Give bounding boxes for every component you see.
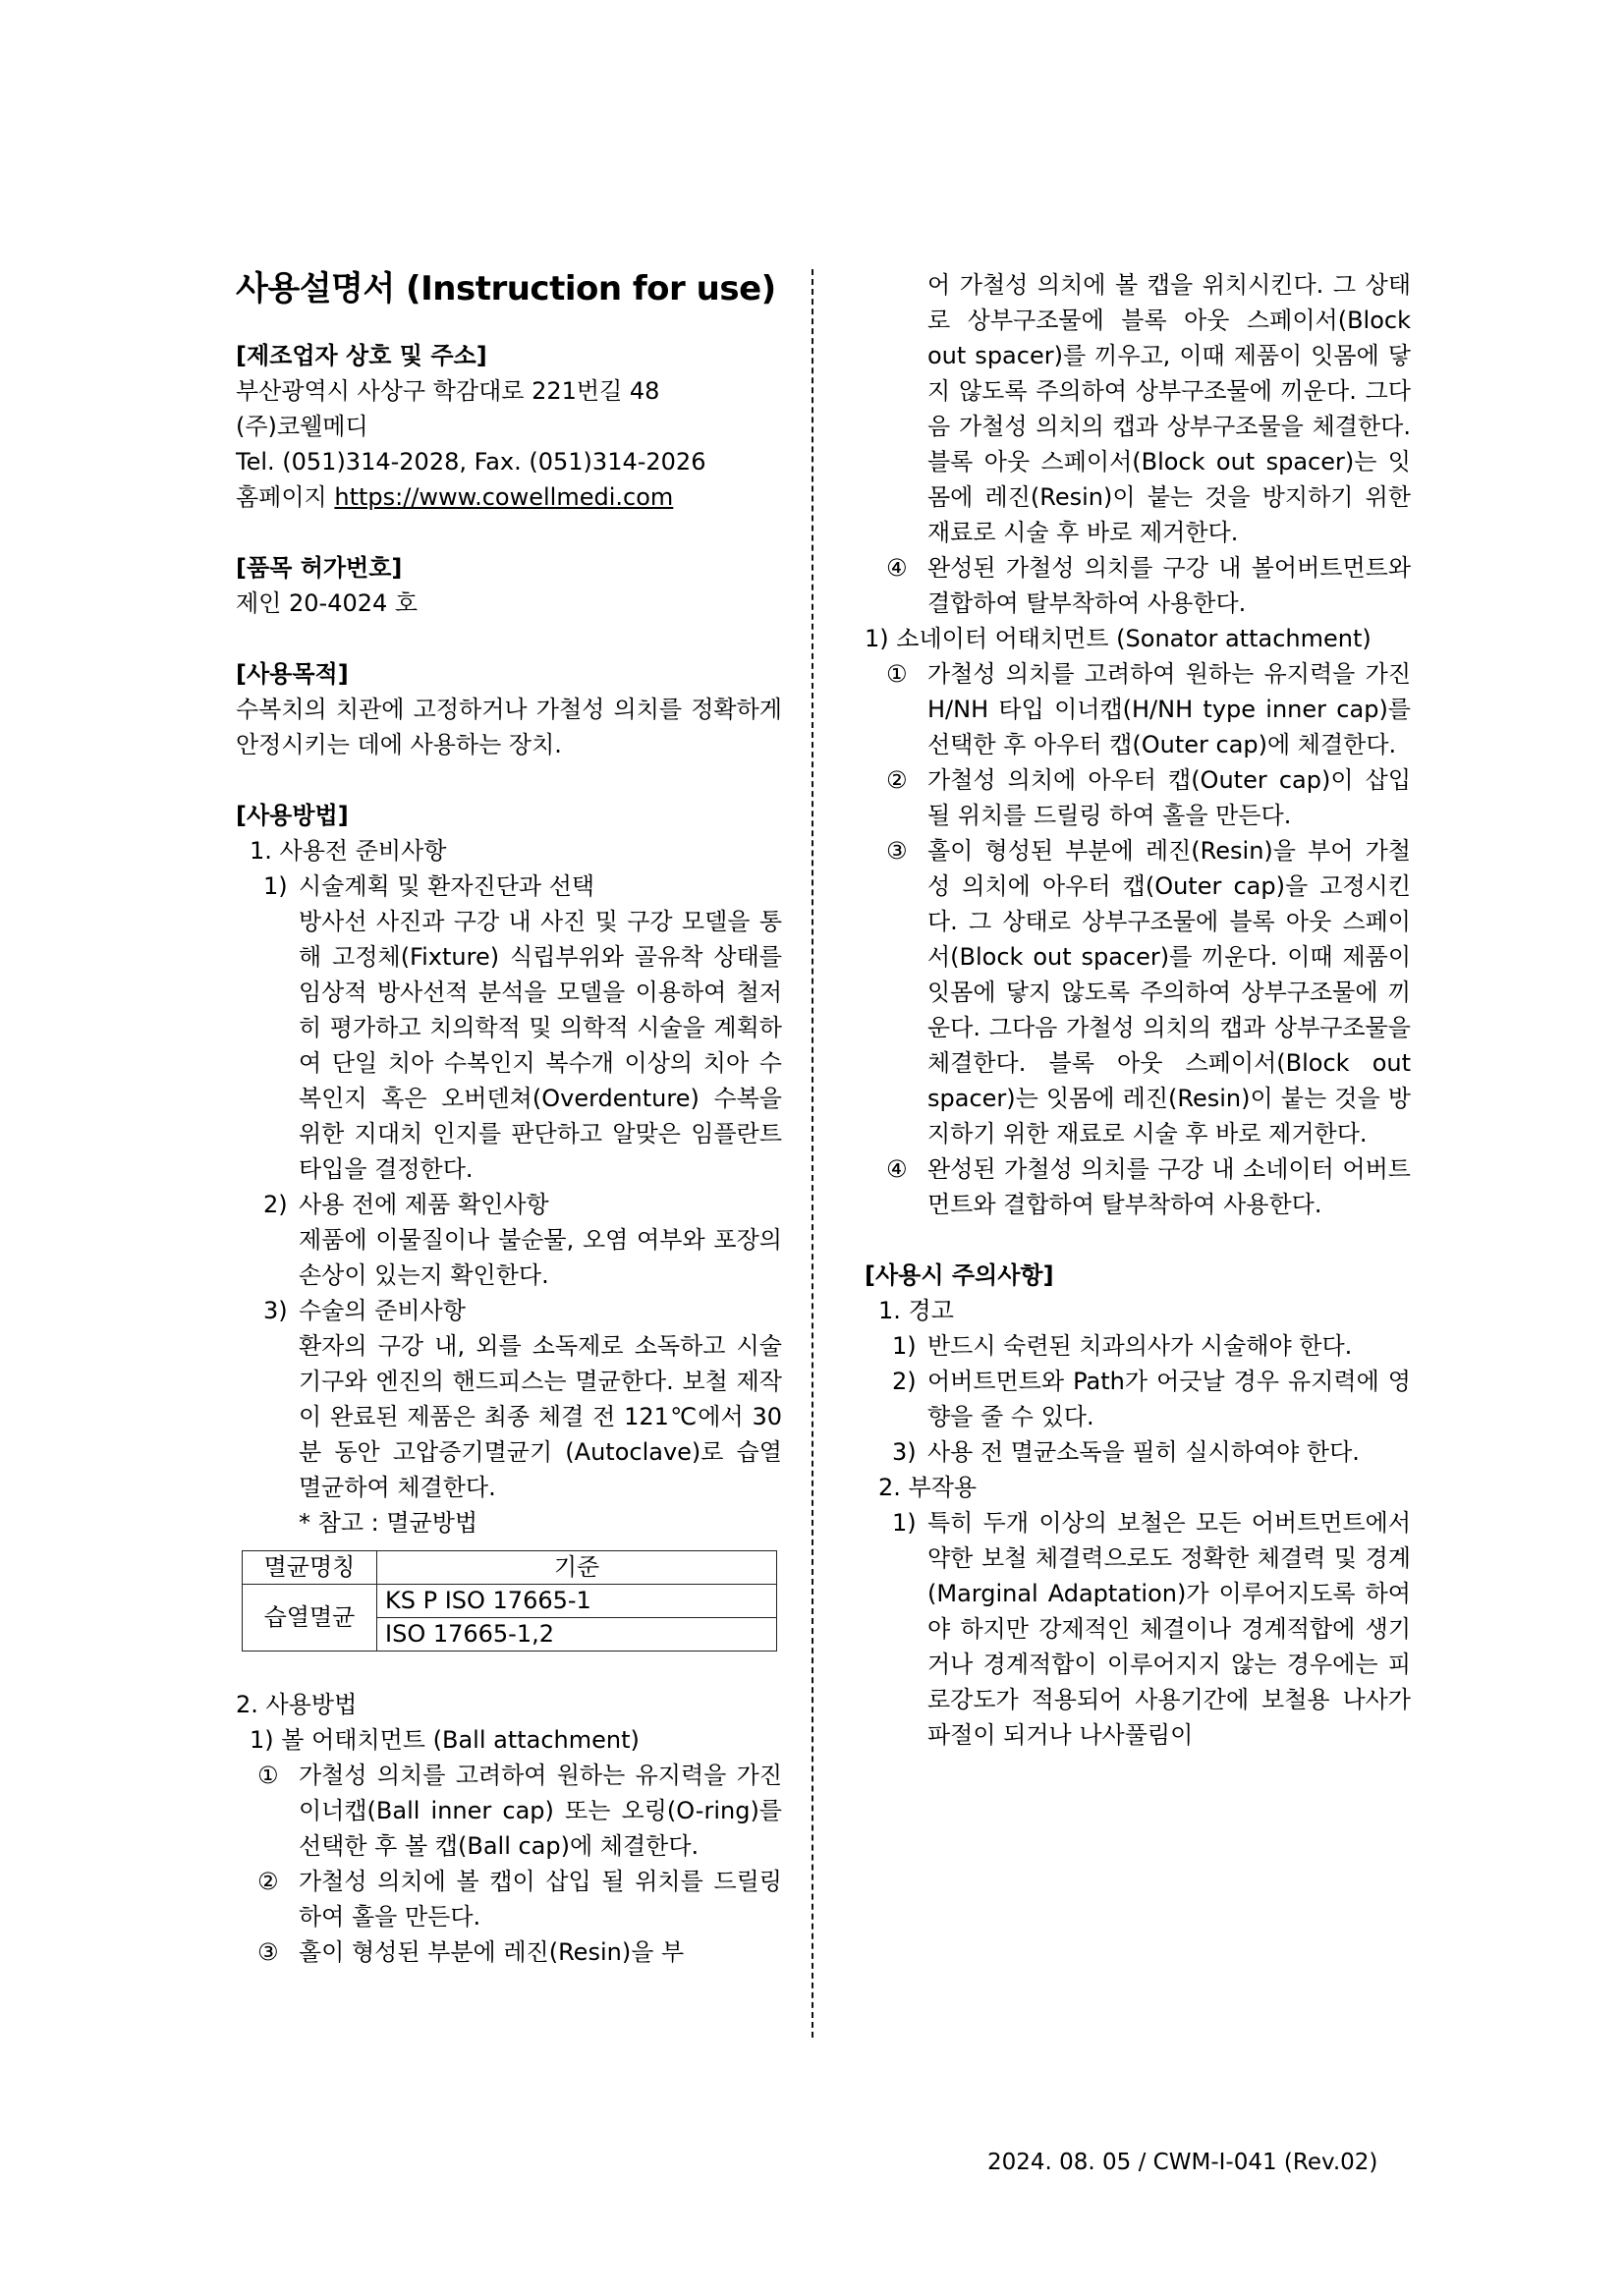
table-cell-standard-2: ISO 17665-1,2 [377, 1618, 777, 1652]
prep-item-1-body: 방사선 사진과 구강 내 사진 및 구강 모델을 통해 고정체(Fixture) 식립부위와 골유착 상태를 임상적 방사선적 분석을 모델을 이용하여 철저히 평가하고 치의학적 및 의학적 시술을 계획하여 단일 치아 수복인지 복수개 이상의 치아 수복인지 혹은 오버덴쳐(Overdenture) 수복을 위한 지대치 인지를 판단하고 알맞은 임플란트 타입을 결정한다. [299, 908, 782, 1183]
sterilization-table [242, 1550, 777, 1652]
right-column [865, 267, 1411, 1753]
sonator-step-1: ① 가철성 의치를 고려하여 원하는 유지력을 가진 H/NH 타입 이너캡(H/NH type inner cap)를 선택한 후 아우터 캡(Outer cap)에 체결한다. [886, 660, 1411, 758]
warning-label: 1. 경고 [878, 1297, 954, 1324]
table-cell-standard-1: KS P ISO 17665-1 [377, 1585, 777, 1618]
left-column [236, 267, 782, 1970]
manufacturer-heading: [제조업자 상호 및 주소] [236, 342, 487, 369]
usage-heading: [사용방법] [236, 802, 349, 829]
method-label: 2. 사용방법 [236, 1691, 358, 1718]
purpose-text: 수복치의 치관에 고정하거나 가철성 의치를 정확하게 안정시키는 데에 사용하는 장치. [236, 696, 782, 758]
homepage-line [236, 479, 782, 515]
warning-item-2: 2) 어버트먼트와 Path가 어긋날 경우 유지력에 영향을 줄 수 있다. [892, 1368, 1411, 1430]
homepage-link[interactable]: https://www.cowellmedi.com [334, 483, 674, 511]
sterilization-note: * 참고 : 멸균방법 [299, 1509, 478, 1537]
prep-item-3: 3) 수술의 준비사항 [263, 1297, 466, 1324]
side-effect-item-1: 1) 특히 두개 이상의 보철은 모든 어버트먼트에서 약한 보철 체결력으로도 정확한 체결력 및 경계(Marginal Adaptation)가 이루어지도록 하여야 하지만 강제적인 체결이나 경계적합에 생기거나 경계적합이 이루어지지 않는 경우에는 피로강도가 적용되어 사용기간에 보철용 나사가 파절이 되거나 나사풀림이 [892, 1509, 1411, 1749]
side-effects-label: 2. 부작용 [878, 1474, 978, 1501]
prep-item-2-body: 제품에 이물질이나 불순물, 오염 여부와 포장의 손상이 있는지 확인한다. [299, 1226, 782, 1289]
purpose-heading: [사용목적] [236, 660, 349, 688]
manufacturer-contact: Tel. (051)314-2028, Fax. (051)314-2026 [236, 448, 706, 476]
permit-heading: [품목 허가번호] [236, 554, 403, 582]
prep-label: 1. 사용전 준비사항 [250, 837, 447, 865]
footer-doc-id: 2024. 08. 05 / CWM-I-041 (Rev.02) [987, 2150, 1378, 2175]
manufacturer-company: (주)코웰메디 [236, 413, 368, 440]
ball-step-4: ④ 완성된 가철성 의치를 구강 내 볼어버트먼트와 결합하여 탈부착하여 사용한다. [886, 554, 1411, 617]
warning-item-3: 3) 사용 전 멸균소독을 필히 실시하여야 한다. [892, 1438, 1360, 1466]
precautions-heading: [사용시 주의사항] [865, 1261, 1054, 1289]
sonator-step-4: ④ 완성된 가철성 의치를 구강 내 소네이터 어버트먼트와 결합하여 탈부착하여 사용한다. [886, 1155, 1411, 1218]
prep-item-1: 1) 시술계획 및 환자진단과 선택 [263, 872, 595, 900]
sonator-step-3: ③ 홀이 형성된 부분에 레진(Resin)을 부어 가철성 의치에 아우터 캡(Outer cap)을 고정시킨다. 그 상태로 상부구조물에 블록 아웃 스페이서(Block out spacer)를 끼운다. 이때 제품이 잇몸에 닿지 않도록 주의하여 상부구조물에 끼운다. 그다음 가철성 의치의 캡과 상부구조물을 체결한다. 블록 아웃 스페이서(Block out spacer)는 잇몸에 레진(Resin)이 붙는 것을 방지하기 위한 재료로 시술 후 바로 제거한다. [886, 837, 1411, 1148]
column-divider [812, 269, 813, 2038]
ball-step-1: ① 가철성 의치를 고려하여 원하는 유지력을 가진 이너캡(Ball inner cap) 또는 오링(O-ring)를 선택한 후 볼 캡(Ball cap)에 체결한다. [257, 1762, 782, 1860]
permit-number: 제인 20-4024 호 [236, 589, 419, 617]
manufacturer-address: 부산광역시 사상구 학감대로 221번길 48 [236, 377, 660, 405]
prep-item-3-body: 환자의 구강 내, 외를 소독제로 소독하고 시술 기구와 엔진의 핸드피스는 멸균한다. 보철 제작이 완료된 제품은 최종 체결 전 121℃에서 30분 동안 고압증기멸균기 (Autoclave)로 습열 멸균하여 체결한다. [299, 1332, 782, 1501]
table-header-standard: 기준 [377, 1551, 777, 1585]
document-title: 사용설명서 (Instruction for use) [236, 269, 776, 308]
ball-attachment-label: 1) 볼 어태치먼트 (Ball attachment) [250, 1726, 640, 1754]
warning-item-1: 1) 반드시 숙련된 치과의사가 시술해야 한다. [892, 1332, 1353, 1360]
table-cell-method: 습열멸균 [243, 1585, 377, 1652]
sonator-step-2: ② 가철성 의치에 아우터 캡(Outer cap)이 삽입 될 위치를 드릴링 하여 홀을 만든다. [886, 766, 1411, 829]
sonator-attachment-label: 1) 소네이터 어태치먼트 (Sonator attachment) [865, 625, 1372, 652]
ball-step-3-start: ③ 홀이 형성된 부분에 레진(Resin)을 부 [257, 1938, 685, 1966]
prep-item-2: 2) 사용 전에 제품 확인사항 [263, 1191, 549, 1218]
ball-step-2: ② 가철성 의치에 볼 캡이 삽입 될 위치를 드릴링 하여 홀을 만든다. [257, 1868, 782, 1931]
ball-step-3-cont: 어 가철성 의치에 볼 캡을 위치시킨다. 그 상태로 상부구조물에 블록 아웃 스페이서(Block out spacer)를 끼우고, 이때 제품이 잇몸에 닿지 않도록 주의하여 상부구조물에 끼운다. 그다음 가철성 의치의 캡과 상부구조물을 체결한다. 블록 아웃 스페이서(Block out spacer)는 잇몸에 레진(Resin)이 붙는 것을 방지하기 위한 재료로 시술 후 바로 제거한다. [927, 271, 1411, 546]
table-header-method: 멸균명칭 [243, 1551, 377, 1585]
homepage-label: 홈페이지 [236, 483, 327, 511]
